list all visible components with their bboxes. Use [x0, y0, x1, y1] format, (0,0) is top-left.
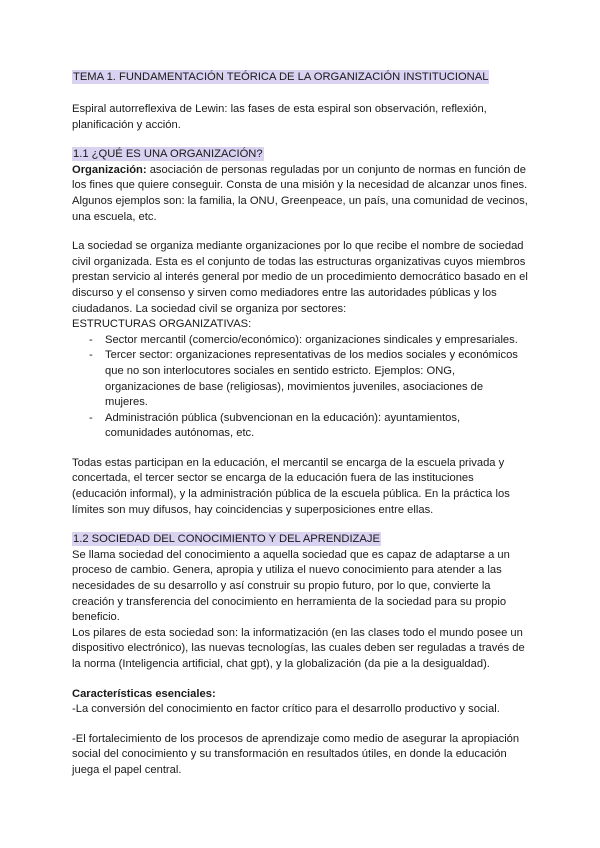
features-heading-text: Características esenciales:: [72, 687, 216, 700]
list-item: [72, 333, 528, 349]
organization-definition: [72, 163, 528, 225]
participation-paragraph: Todas estas participan en la educación, el mercantil se encarga de la escuela privada y concertada, el tercer sector se encarga de la educación fuera de las instituciones (educación informal), y la administración pública de la escuela pública. En la práctica los límites son muy difusos, hay coincidencias y superposiciones entre ellas.: [72, 456, 510, 516]
feature-2: -El fortalecimiento de los procesos de aprendizaje como medio de asegurar la apropiación social del conocimiento y su transformación en resultados útiles, en donde la educación juega el papel central.: [72, 732, 520, 776]
section-1-heading: [72, 147, 528, 163]
section-2-heading-text: 1.2 SOCIEDAD DEL CONOCIMIENTO Y DEL APRENDIZAJE: [73, 533, 380, 546]
definition-term: Organización:: [72, 163, 147, 176]
list-bullet: -: [89, 349, 93, 362]
knowledge-society-paragraph: Se llama sociedad del conocimiento a aquella sociedad que es capaz de adaptarse a un proceso de cambio. Genera, apropia y utiliza el nuevo conocimiento para atender a las necesidades de su desarrollo y así construir su propio futuro, por lo que, convierte la creación y transferencia del conocimiento en herramienta de la sociedad para su propio beneficio.: [72, 548, 510, 624]
list-bullet: -: [89, 333, 93, 346]
document-title: [72, 70, 528, 85]
structures-heading: ESTRUCTURAS ORGANIZATIVAS:: [72, 318, 252, 331]
list-item-text: Tercer sector: organizaciones representativas de los medios sociales y económicos que no son interlocutores sociales en sentido estricto. Ejemplos: ONG, organizaciones de base (religiosas), movimientos juveniles, asociaciones de mujeres.: [105, 349, 518, 409]
definition-text: asociación de personas reguladas por un conjunto de normas en función de los fines que quiere conseguir. Consta de una misión y la necesidad de alcanzar unos fines. Algunos ejemplos son: la familia, la ONU, Greenpeace, un país, una comunidad de vecinos, una escuela, etc.: [72, 163, 528, 223]
intro-paragraph: Espiral autorreflexiva de Lewin: las fases de esta espiral son observación, reflexión, planificación y acción.: [72, 103, 487, 131]
features-heading: [72, 687, 528, 703]
feature-1: -La conversión del conocimiento en factor crítico para el desarrollo productivo y social.: [72, 703, 500, 716]
section-2-heading: [72, 532, 528, 548]
list-item-text: Administración pública (subvencionan en la educación): ayuntamientos, comunidades autónomas, etc.: [105, 411, 461, 440]
structures-list: [72, 333, 528, 442]
list-item-text: Sector mercantil (comercio/económico): organizaciones sindicales y empresariales.: [105, 333, 518, 346]
list-bullet: -: [89, 411, 93, 424]
section-1-heading-text: 1.1 ¿QUÉ ES UNA ORGANIZACIÓN?: [73, 148, 263, 161]
list-item: [72, 348, 528, 410]
civil-society-paragraph: La sociedad se organiza mediante organizaciones por lo que recibe el nombre de sociedad civil organizada. Esta es el conjunto de todas las estructuras organizativas cuyos miembros prestan servicio al interés general por medio de un procedimiento democrático basado en el discurso y el consenso y sirven como mediadores entre las autoridades públicas y los ciudadanos. La sociedad civil se organiza por sectores:: [72, 240, 528, 315]
list-item: [72, 411, 528, 442]
title-highlight: TEMA 1. FUNDAMENTACIÓN TEÓRICA DE LA ORGANIZACIÓN INSTITUCIONAL: [73, 71, 489, 83]
pillars-paragraph: Los pilares de esta sociedad son: la informatización (en las clases todo el mundo posee un dispositivo electrónico), las nuevas tecnologías, las cuales deben ser reguladas a través de la norma (Inteligencia artificial, chat gpt), y la globalización (da pie a la desigualdad).: [72, 626, 525, 670]
